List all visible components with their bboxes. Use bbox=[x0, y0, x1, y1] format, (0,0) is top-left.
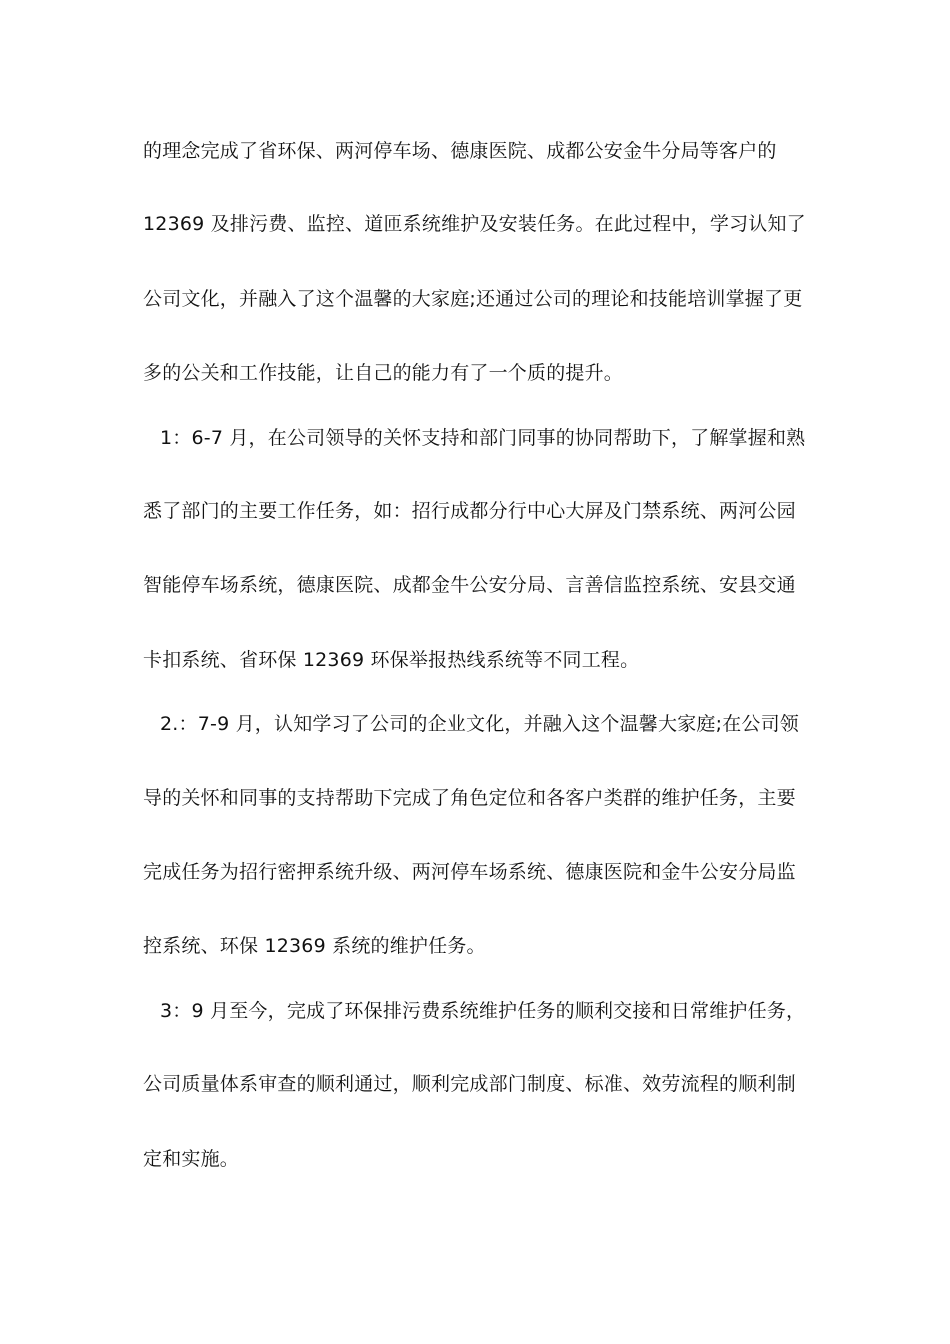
text-line: 的理念完成了省环保、两河停车场、德康医院、成都公安金牛分局等客户的 bbox=[143, 140, 777, 162]
text-line: 公司文化，并融入了这个温馨的大家庭;还通过公司的理论和技能培训掌握了更 bbox=[143, 288, 803, 310]
text-line: 2.：7-9 月，认知学习了公司的企业文化，并融入这个温馨大家庭;在公司领 bbox=[160, 713, 800, 735]
text-line: 导的关怀和同事的支持帮助下完成了角色定位和各客户类群的维护任务，主要 bbox=[143, 787, 796, 809]
text-line: 完成任务为招行密押系统升级、两河停车场系统、德康医院和金牛公安分局监 bbox=[143, 861, 796, 883]
text-line: 12369 及排污费、监控、道匝系统维护及安装任务。在此过程中，学习认知了 bbox=[143, 213, 806, 235]
text-line: 3：9 月至今，完成了环保排污费系统维护任务的顺利交接和日常维护任务， bbox=[160, 1000, 806, 1022]
text-line: 卡扣系统、省环保 12369 环保举报热线系统等不同工程。 bbox=[143, 649, 640, 671]
text-line: 多的公关和工作技能，让自己的能力有了一个质的提升。 bbox=[143, 362, 624, 384]
text-line: 智能停车场系统，德康医院、成都金牛公安分局、言善信监控系统、安县交通 bbox=[143, 574, 796, 596]
text-line: 定和实施。 bbox=[143, 1148, 240, 1170]
text-line: 公司质量体系审查的顺利通过，顺利完成部门制度、标准、效劳流程的顺利制 bbox=[143, 1073, 796, 1095]
text-line: 悉了部门的主要工作任务，如：招行成都分行中心大屏及门禁系统、两河公园 bbox=[143, 500, 796, 522]
text-line: 控系统、环保 12369 系统的维护任务。 bbox=[143, 935, 486, 957]
text-line: 1：6-7 月，在公司领导的关怀支持和部门同事的协同帮助下，了解掌握和熟 bbox=[160, 427, 806, 449]
